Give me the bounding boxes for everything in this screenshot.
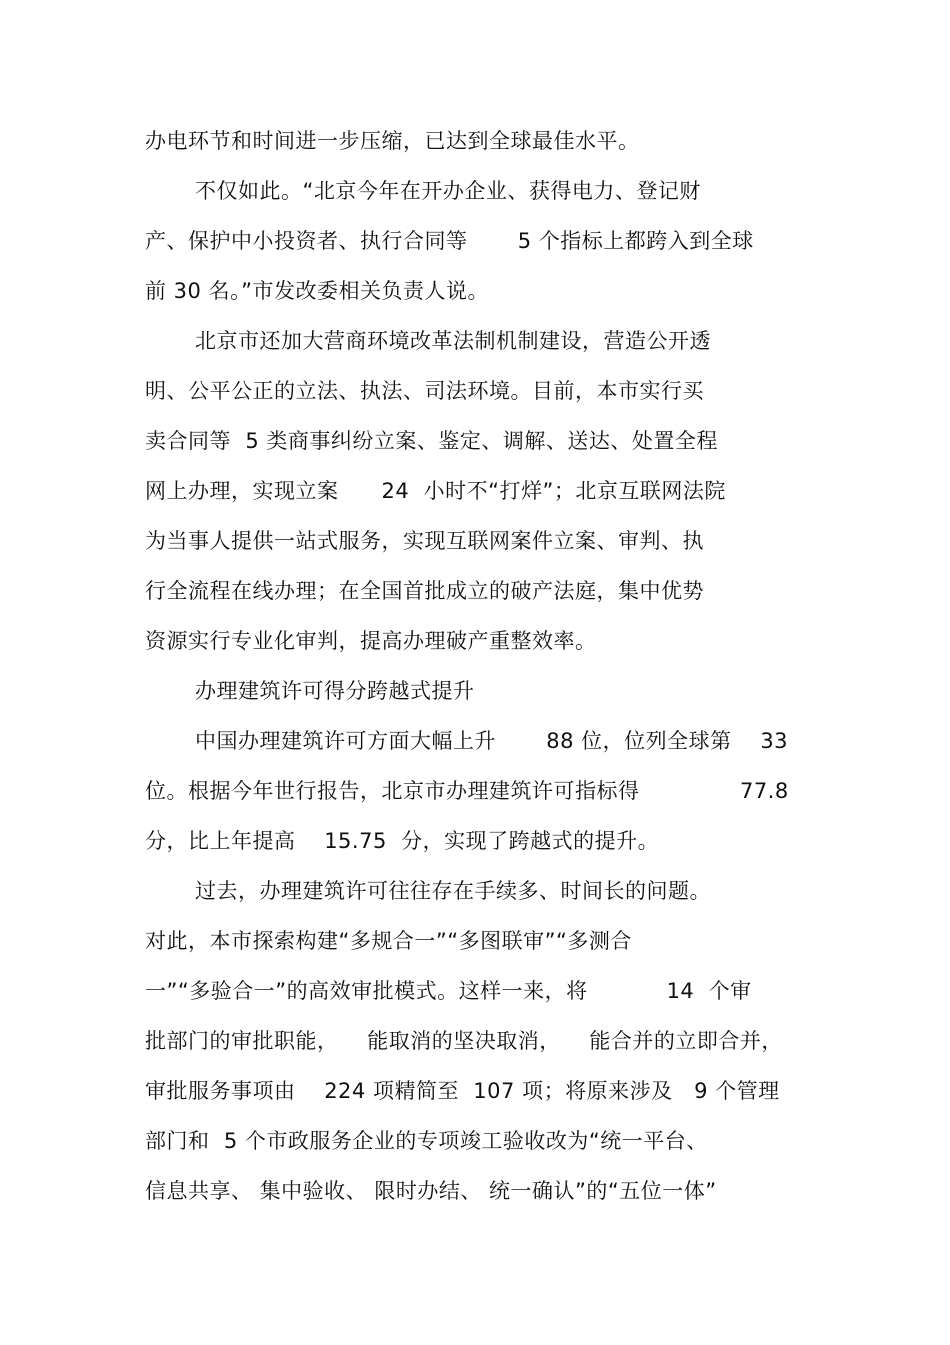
text-line-15: 分，比上年提高 15.75 分，实现了跨越式的提升。: [145, 829, 660, 853]
text-line-17: 对此，本市探索构建“多规合一”“多图联审”“多测合: [145, 929, 632, 953]
text-line-1: 办电环节和时间进一步压缩，已达到全球最佳水平。: [145, 129, 640, 153]
text-line-10: 行全流程在线办理；在全国首批成立的破产法庭，集中优势: [145, 579, 704, 603]
text-line-22: 信息共享、 集中验收、 限时办结、 统一确认”的“五位一体”: [145, 1179, 717, 1203]
text-line-9: 为当事人提供一站式服务，实现互联网案件立案、审判、执: [145, 529, 704, 553]
text-line-19: 批部门的审批职能， 能取消的坚决取消， 能合并的立即合并，: [145, 1029, 783, 1053]
text-line-6: 明、公平公正的立法、执法、司法环境。目前，本市实行买: [145, 379, 704, 403]
text-line-5: 北京市还加大营商环境改革法制机制建设，营造公开透: [195, 329, 711, 353]
text-line-14: 位。根据今年世行报告，北京市办理建筑许可指标得 77.8: [145, 779, 789, 803]
text-line-16: 过去，办理建筑许可往往存在手续多、时间长的问题。: [195, 879, 711, 903]
text-line-13: 中国办理建筑许可方面大幅上升 88 位，位列全球第 33: [195, 729, 789, 753]
section-heading: 办理建筑许可得分跨越式提升: [195, 679, 475, 703]
text-line-8: 网上办理，实现立案 24 小时不“打烊”；北京互联网法院: [145, 479, 726, 503]
text-line-18: 一”“多验合一”的高效审批模式。这样一来，将 14 个审: [145, 979, 752, 1003]
text-line-7: 卖合同等 5 类商事纠纷立案、鉴定、调解、送达、处置全程: [145, 429, 718, 453]
text-line-2: 不仅如此。“北京今年在开办企业、获得电力、登记财: [195, 179, 701, 203]
text-line-4: 前 30 名。”市发改委相关负责人说。: [145, 279, 489, 303]
text-line-20: 审批服务事项由 224 项精简至 107 项；将原来涉及 9 个管理: [145, 1079, 780, 1103]
text-line-21: 部门和 5 个市政服务企业的专项竣工验收改为“统一平台、: [145, 1129, 708, 1153]
text-line-11: 资源实行专业化审判，提高办理破产重整效率。: [145, 629, 597, 653]
text-line-3: 产、保护中小投资者、执行合同等 5 个指标上都跨入到全球: [145, 229, 754, 253]
